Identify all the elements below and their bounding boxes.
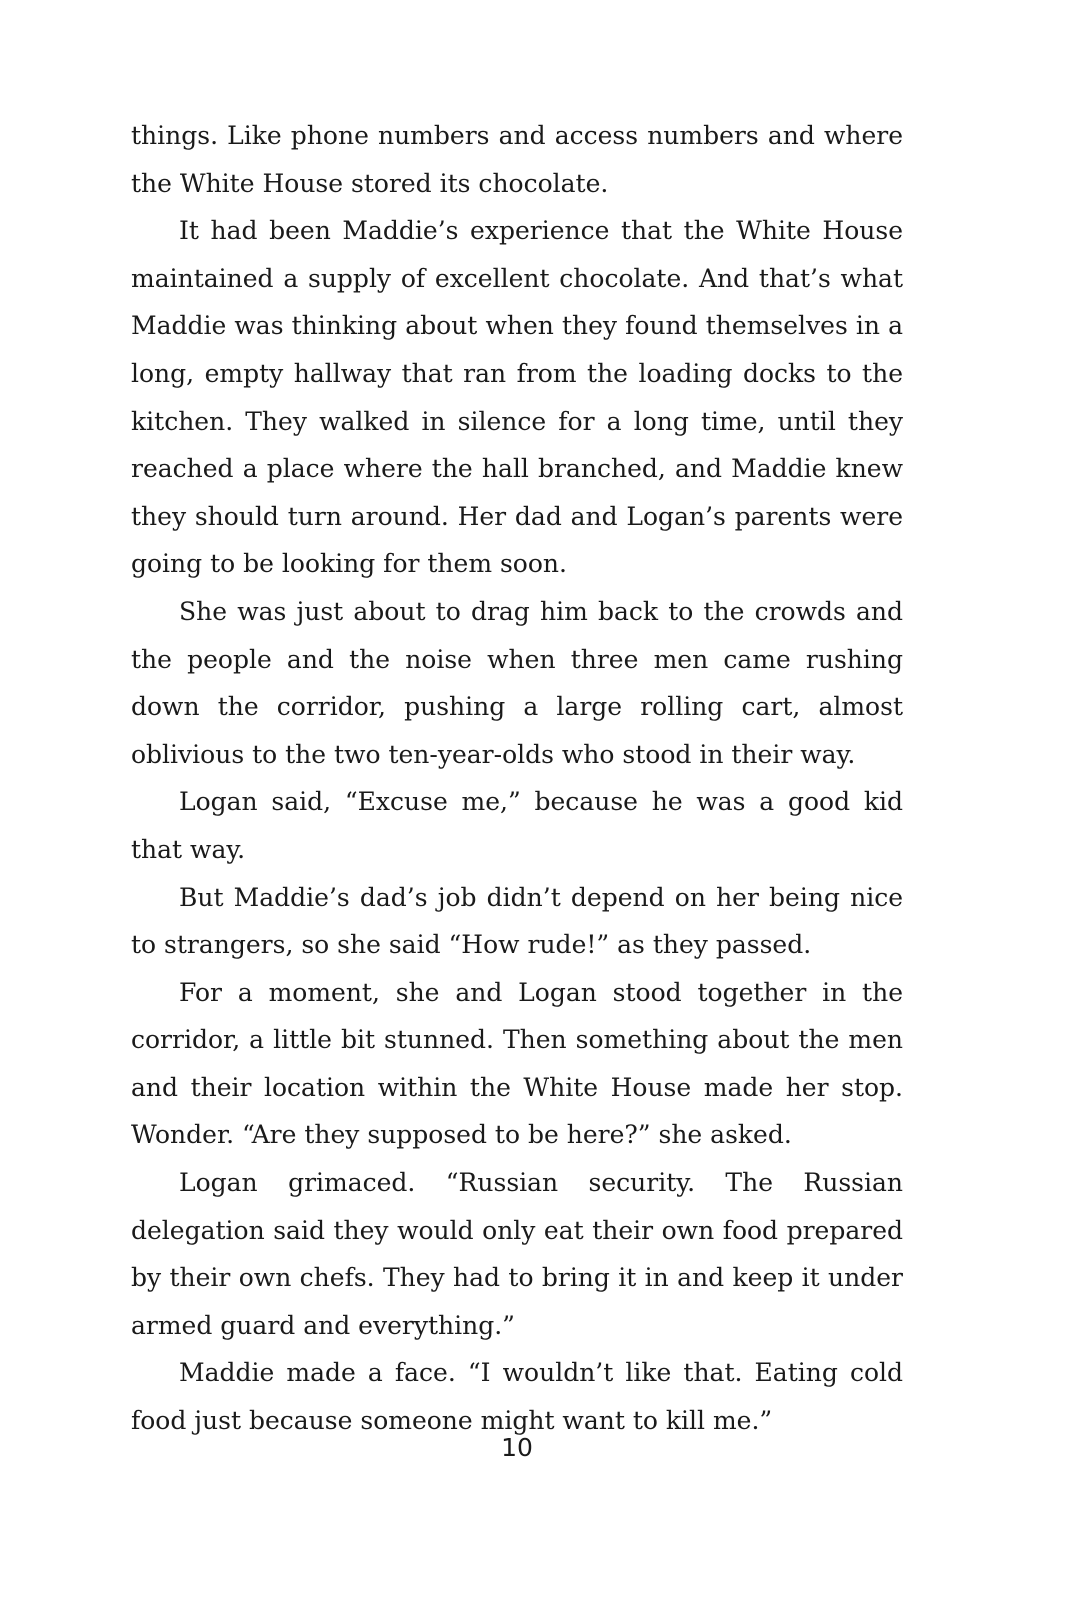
- paragraph-1: things. Like phone numbers and access numbers and where the White House stored its chocolate.: [131, 121, 903, 198]
- paragraph-8: Maddie made a face. “I wouldn’t like that. Eating cold food just because someone might want to kill me.”: [131, 1358, 903, 1436]
- paragraph-3: She was just about to drag him back to the crowds and the people and the noise when three men came rushing down the corridor, pushing a large rolling cart, almost oblivious to the two ten-year-olds who stood in their way.: [131, 596, 903, 769]
- body-text: [131, 112, 903, 1445]
- paragraph-7: Logan grimaced. “Russian security. The Russian delegation said they would only eat their own food prepared by their own chefs. They had to bring it in and keep it under armed guard and everything.”: [131, 1168, 903, 1340]
- paragraph-5: But Maddie’s dad’s job didn’t depend on her being nice to strangers, so she said “How rude!” as they passed.: [131, 882, 903, 960]
- page-number: 10: [501, 1433, 533, 1462]
- paragraph-2: It had been Maddie’s experience that the White House maintained a supply of excellent chocolate. And that’s what Maddie was thinking about when they found themselves in a long, empty hallway that ran from the loading docks to the kitchen. They walked in silence for a long time, until they reached a place where the hall branched, and Maddie knew they should turn around. Her dad and Logan’s parents were going to be looking for them soon.: [131, 216, 903, 579]
- paragraph-6: For a moment, she and Logan stood together in the corridor, a little bit stunned. Then something about the men and their location within the White House made her stop. Wonder. “Are they supposed to be here?” she asked.: [131, 977, 903, 1150]
- paragraph-4: Logan said, “Excuse me,” because he was a good kid that way.: [131, 787, 903, 864]
